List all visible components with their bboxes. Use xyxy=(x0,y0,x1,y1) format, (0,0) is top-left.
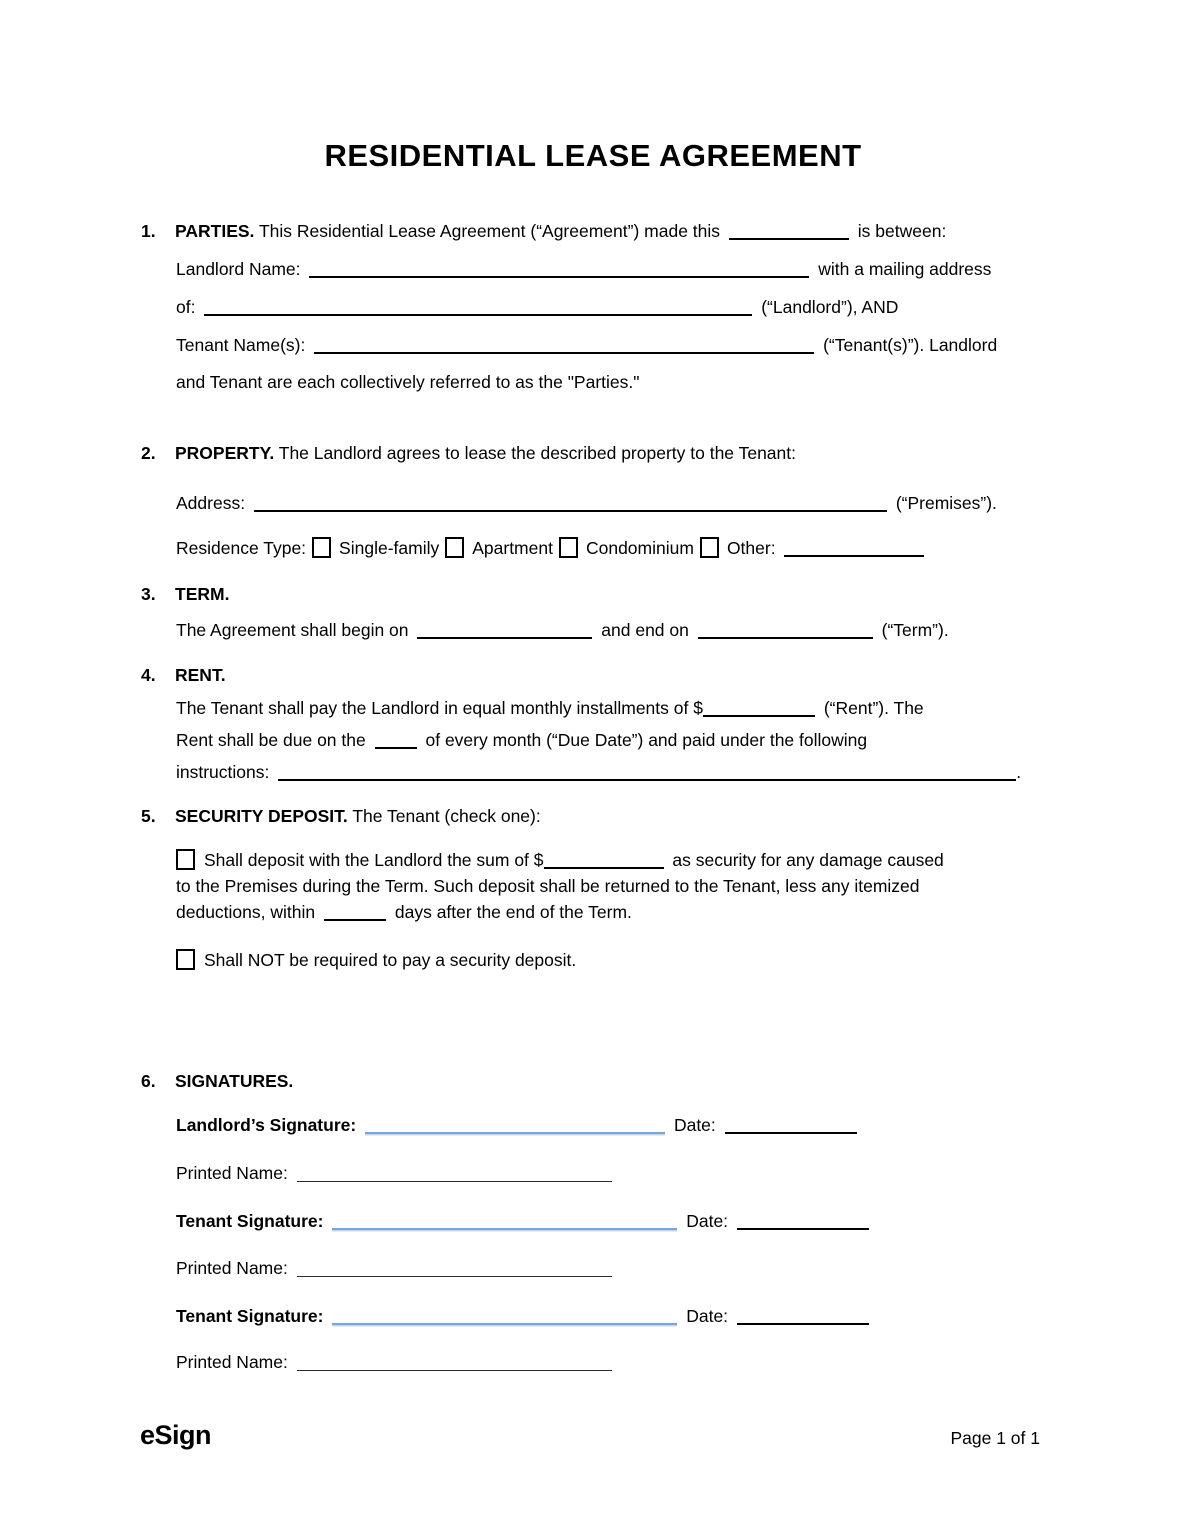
rent-label: RENT. xyxy=(175,665,226,685)
rent-line-3 xyxy=(176,761,1021,783)
rent-line-2 xyxy=(176,729,867,751)
blank-term-end-date xyxy=(698,636,873,639)
rent-text-1b: (“Rent”). The xyxy=(823,698,924,718)
tenant1-signature-label: Tenant Signature: xyxy=(176,1211,324,1231)
checkbox-condominium[interactable] xyxy=(559,537,578,558)
esign-logo: eSign xyxy=(140,1420,212,1450)
property-label: PROPERTY. xyxy=(175,443,275,463)
blank-payment-instructions xyxy=(278,778,1016,781)
parties-text-4b: (“Tenant(s)”). Landlord xyxy=(823,335,998,355)
checkbox-apartment[interactable] xyxy=(445,537,464,558)
signature-field-landlord[interactable] xyxy=(365,1131,665,1134)
signatures-label: SIGNATURES. xyxy=(175,1071,294,1091)
rent-text-2b: of every month (“Due Date”) and paid under the following xyxy=(425,730,868,750)
blank-tenant1-date xyxy=(737,1227,869,1230)
parties-line-1 xyxy=(141,220,946,242)
landlord-name-label: Landlord Name: xyxy=(176,259,301,279)
parties-text-1a: This Residential Lease Agreement (“Agreement”) made this xyxy=(258,221,721,241)
blank-deposit-amount xyxy=(544,866,664,869)
blank-tenant2-printed-name xyxy=(297,1369,612,1371)
property-intro: The Landlord agrees to lease the described property to the Tenant: xyxy=(278,443,796,463)
blank-tenant2-date xyxy=(737,1322,869,1325)
option-other-label: Other: xyxy=(726,538,776,558)
security-option1-line-2 xyxy=(176,875,920,897)
term-label: TERM. xyxy=(175,584,230,604)
signatures-number: 6. xyxy=(141,1071,156,1091)
security-heading xyxy=(141,805,541,827)
tenant1-printed-label: Printed Name: xyxy=(176,1258,288,1278)
landlord-address-label: of: xyxy=(176,297,196,317)
rent-text-3b: . xyxy=(1016,762,1022,782)
parties-label: PARTIES. xyxy=(175,221,255,241)
term-number: 3. xyxy=(141,584,156,604)
parties-line-3 xyxy=(176,296,898,318)
term-line xyxy=(176,619,949,641)
checkbox-shall-deposit[interactable] xyxy=(176,849,195,870)
tenant1-date-label: Date: xyxy=(686,1211,729,1231)
blank-landlord-date xyxy=(725,1131,857,1134)
security-option1-line-3 xyxy=(176,901,632,923)
property-heading xyxy=(141,442,796,464)
parties-text-3b: (“Landlord”), AND xyxy=(761,297,899,317)
blank-agreement-date xyxy=(729,237,849,240)
tenant1-printed-row xyxy=(176,1257,616,1279)
tenant2-printed-label: Printed Name: xyxy=(176,1352,288,1372)
tenant2-signature-label: Tenant Signature: xyxy=(176,1306,324,1326)
term-text-c: (“Term”). xyxy=(881,620,949,640)
blank-tenant1-printed-name xyxy=(297,1275,612,1277)
rent-text-1a: The Tenant shall pay the Landlord in equal monthly installments of $ xyxy=(176,698,703,718)
property-address-line xyxy=(176,492,997,514)
security-label: SECURITY DEPOSIT. xyxy=(175,806,348,826)
signature-field-tenant1[interactable] xyxy=(332,1227,677,1230)
landlord-printed-label: Printed Name: xyxy=(176,1163,288,1183)
rent-number: 4. xyxy=(141,665,156,685)
parties-line-5 xyxy=(176,371,639,393)
document-title: RESIDENTIAL LEASE AGREEMENT xyxy=(324,138,862,173)
security-opt2-text: Shall NOT be required to pay a security deposit. xyxy=(204,950,577,970)
address-label: Address: xyxy=(176,493,246,513)
security-opt1-text-1b: as security for any damage caused xyxy=(672,850,944,870)
signature-field-tenant2[interactable] xyxy=(332,1322,677,1325)
rent-line-1 xyxy=(176,697,924,719)
parties-text-5: and Tenant are each collectively referred to as the "Parties." xyxy=(176,372,640,392)
checkbox-single-family[interactable] xyxy=(312,537,331,558)
blank-other-residence xyxy=(784,554,924,557)
rent-text-2a: Rent shall be due on the xyxy=(176,730,366,750)
term-text-a: The Agreement shall begin on xyxy=(176,620,409,640)
option-single-family-label: Single-family xyxy=(339,538,440,558)
blank-rent-amount xyxy=(703,714,815,717)
rent-text-3a: instructions: xyxy=(176,762,270,782)
checkbox-other[interactable] xyxy=(700,537,719,558)
blank-tenant-name xyxy=(314,351,814,354)
security-option1-line-1 xyxy=(176,849,944,871)
landlord-printed-row xyxy=(176,1162,616,1184)
blank-due-day xyxy=(375,746,417,749)
landlord-signature-label: Landlord’s Signature: xyxy=(176,1115,357,1135)
tenant2-date-label: Date: xyxy=(686,1306,729,1326)
page-number-label: Page 1 of 1 xyxy=(950,1428,1040,1448)
residence-type-label: Residence Type: xyxy=(176,538,307,558)
blank-landlord-printed-name xyxy=(297,1180,612,1182)
landlord-date-label: Date: xyxy=(673,1115,716,1135)
checkbox-no-deposit[interactable] xyxy=(176,949,195,970)
tenant-name-label: Tenant Name(s): xyxy=(176,335,306,355)
parties-line-2 xyxy=(176,258,991,280)
blank-term-start-date xyxy=(417,636,592,639)
blank-landlord-address xyxy=(204,313,752,316)
parties-text-1b: is between: xyxy=(857,221,947,241)
blank-property-address xyxy=(254,509,887,512)
security-opt1-text-3a: deductions, within xyxy=(176,902,316,922)
landlord-signature-row xyxy=(176,1114,861,1136)
tenant2-printed-row xyxy=(176,1351,616,1373)
security-opt1-text-1a: Shall deposit with the Landlord the sum of $ xyxy=(204,850,544,870)
blank-landlord-name xyxy=(309,275,809,278)
security-opt1-text-2: to the Premises during the Term. Such deposit shall be returned to the Tenant, less any itemized xyxy=(176,876,920,896)
tenant2-signature-row xyxy=(176,1305,873,1327)
signatures-heading xyxy=(141,1070,293,1092)
blank-deposit-return-days xyxy=(324,918,386,921)
security-option2-line xyxy=(176,949,576,971)
option-apartment-label: Apartment xyxy=(472,538,553,558)
residence-type-line xyxy=(176,537,928,559)
property-number: 2. xyxy=(141,443,156,463)
security-intro: The Tenant (check one): xyxy=(352,806,541,826)
rent-heading xyxy=(141,664,226,686)
premises-suffix: (“Premises”). xyxy=(895,493,997,513)
option-condominium-label: Condominium xyxy=(585,538,694,558)
term-heading xyxy=(141,583,229,605)
parties-text-2b: with a mailing address xyxy=(818,259,992,279)
parties-line-4 xyxy=(176,334,997,356)
security-opt1-text-3b: days after the end of the Term. xyxy=(394,902,632,922)
security-number: 5. xyxy=(141,806,156,826)
term-text-b: and end on xyxy=(601,620,689,640)
tenant1-signature-row xyxy=(176,1210,873,1232)
parties-number: 1. xyxy=(141,221,156,241)
